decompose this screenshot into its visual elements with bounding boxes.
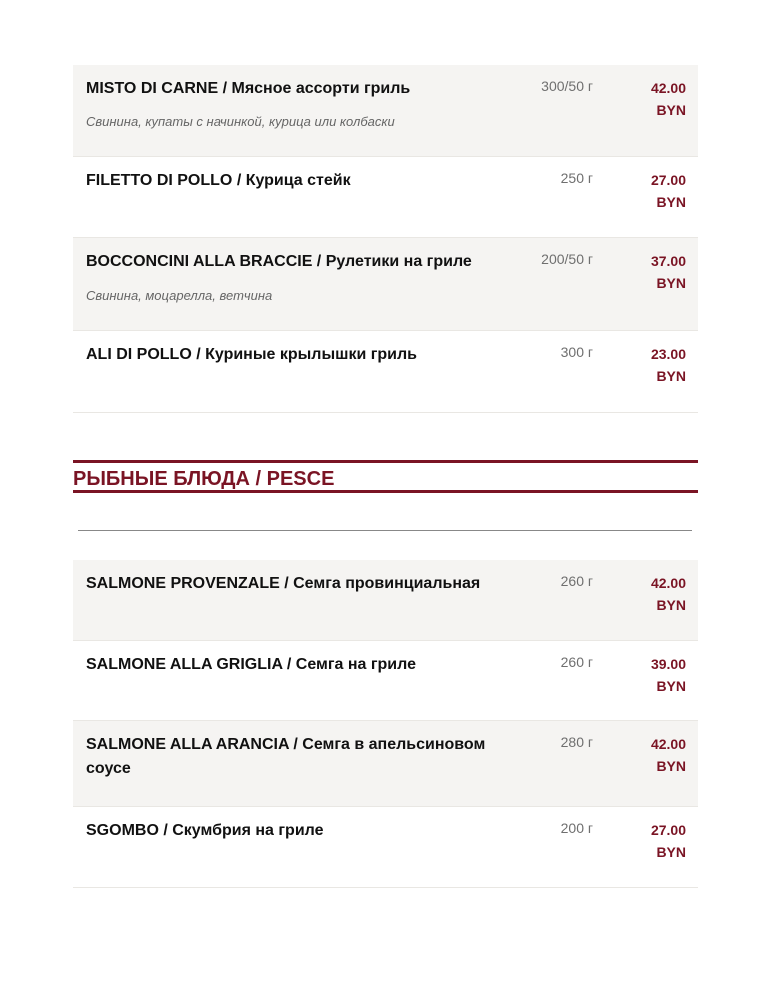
menu-item-name: SALMONE ALLA GRIGLIA / Семга на гриле xyxy=(86,656,416,673)
menu-item-name: SALMONE PROVENZALE / Семга провинциальная xyxy=(86,575,481,592)
meat-menu-list xyxy=(73,65,698,413)
price-currency: BYN xyxy=(656,678,686,694)
menu-item-weight: 300/50 г xyxy=(541,78,593,94)
menu-item-name: FILETTO DI POLLO / Курица стейк xyxy=(86,172,351,189)
section-heading-fish xyxy=(73,460,698,493)
menu-item-weight: 200/50 г xyxy=(541,251,593,267)
menu-item-price xyxy=(651,343,686,387)
menu-item-name: SALMONE ALLA ARANCIA / Семга в апельсиновом соусе xyxy=(86,736,486,777)
menu-item-name: BOCCONCINI ALLA BRACCIE / Рулетики на гриле xyxy=(86,253,472,270)
section-divider xyxy=(78,530,692,531)
section-title: РЫБНЫЕ БЛЮДА / PESCE xyxy=(73,468,335,490)
menu-item-bocconcini[interactable] xyxy=(73,238,698,331)
price-currency: BYN xyxy=(656,275,686,291)
menu-item-sgombo[interactable] xyxy=(73,807,698,888)
menu-item-weight: 260 г xyxy=(560,654,593,670)
menu-item-weight: 200 г xyxy=(560,820,593,836)
menu-item-price xyxy=(651,653,686,697)
menu-item-salmone-alla-griglia[interactable] xyxy=(73,641,698,721)
menu-item-description: Свинина, моцарелла, ветчина xyxy=(86,288,273,303)
menu-item-filetto-di-pollo[interactable] xyxy=(73,157,698,238)
menu-item-description: Свинина, купаты с начинкой, курица или колбаски xyxy=(86,114,395,129)
price-currency: BYN xyxy=(656,102,686,118)
menu-item-misto-di-carne[interactable] xyxy=(73,65,698,157)
price-currency: BYN xyxy=(656,758,686,774)
menu-item-weight: 280 г xyxy=(560,734,593,750)
price-value: 42.00 xyxy=(650,575,686,591)
menu-item-weight: 260 г xyxy=(560,573,593,589)
menu-item-price xyxy=(651,819,686,863)
menu-item-salmone-alla-arancia[interactable] xyxy=(73,721,698,807)
menu-item-weight: 300 г xyxy=(560,344,593,360)
price-value: 39.00 xyxy=(650,656,686,672)
price-currency: BYN xyxy=(656,194,686,210)
price-value: 27.00 xyxy=(650,172,686,188)
price-value: 27.00 xyxy=(650,822,686,838)
price-currency: BYN xyxy=(656,368,686,384)
price-currency: BYN xyxy=(656,597,686,613)
menu-item-price xyxy=(651,733,686,777)
menu-item-salmone-provenzale[interactable] xyxy=(73,560,698,641)
price-value: 37.00 xyxy=(650,253,686,269)
menu-item-price xyxy=(651,77,686,121)
menu-item-price xyxy=(651,169,686,213)
menu-item-name: SGOMBO / Скумбрия на гриле xyxy=(86,822,324,839)
price-currency: BYN xyxy=(656,844,686,860)
menu-item-name: MISTO DI CARNE / Мясное ассорти гриль xyxy=(86,80,411,97)
price-value: 23.00 xyxy=(650,346,686,362)
price-value: 42.00 xyxy=(650,736,686,752)
menu-item-weight: 250 г xyxy=(560,170,593,186)
price-value: 42.00 xyxy=(650,80,686,96)
menu-item-price xyxy=(651,572,686,616)
menu-item-price xyxy=(651,250,686,294)
fish-menu-list xyxy=(73,560,698,888)
menu-item-ali-di-pollo[interactable] xyxy=(73,331,698,413)
menu-item-name: ALI DI POLLO / Куриные крылышки гриль xyxy=(86,346,418,363)
